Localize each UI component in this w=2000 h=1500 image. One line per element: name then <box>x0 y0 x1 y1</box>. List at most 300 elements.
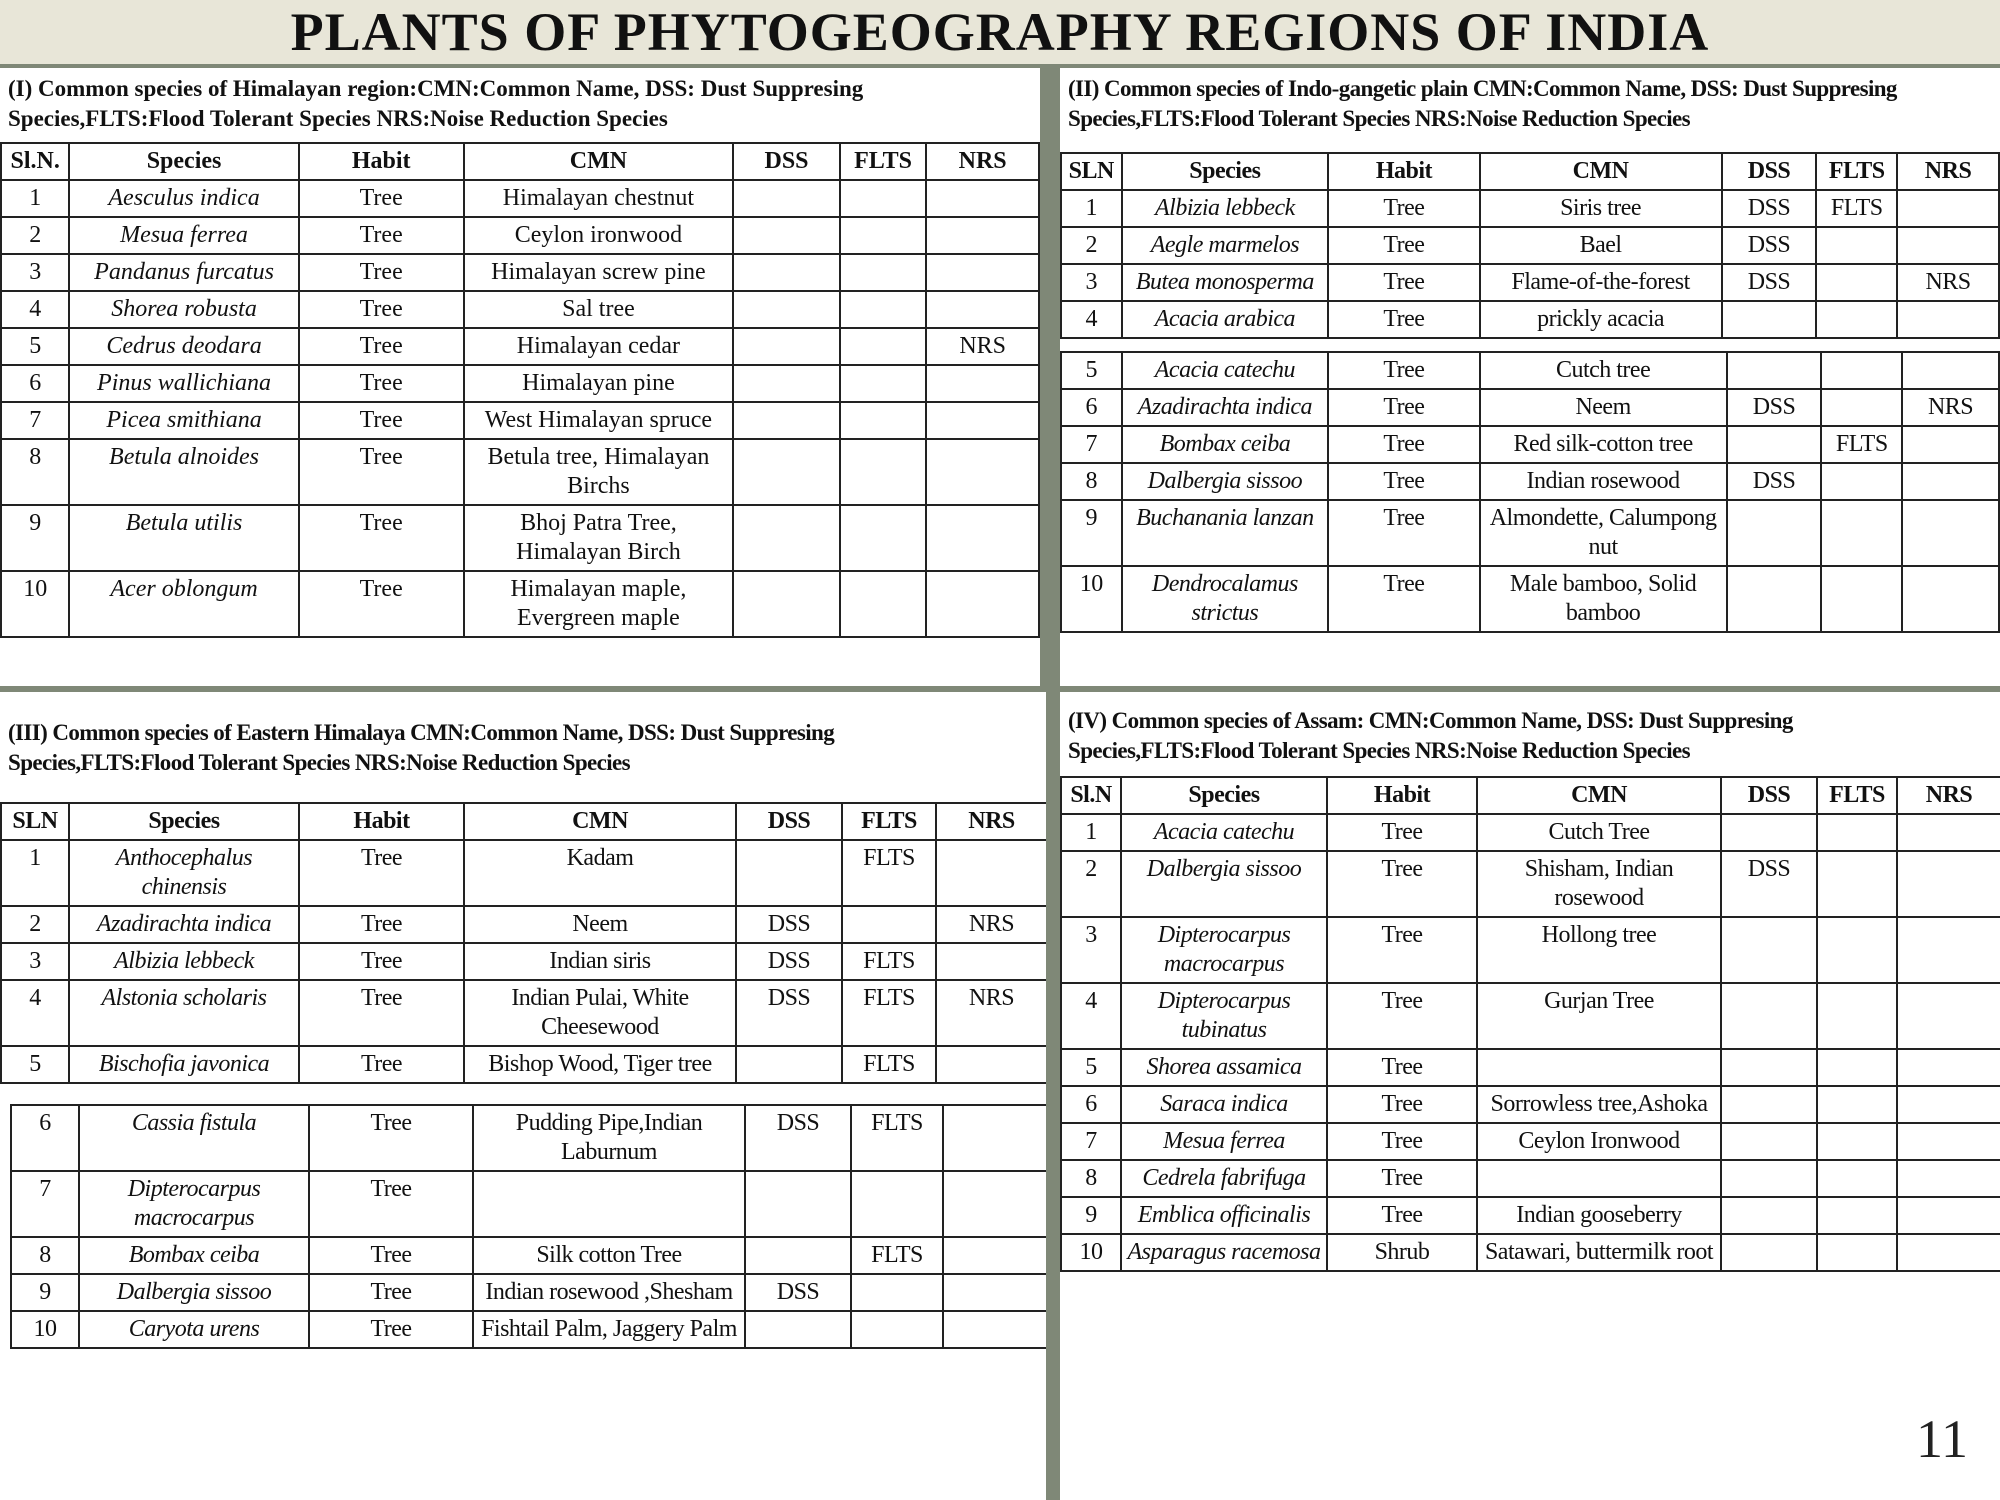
table-cell: 6 <box>1061 1086 1121 1123</box>
table-cell: DSS <box>736 943 842 980</box>
table-cell: Indian siris <box>464 943 736 980</box>
table-cell: 2 <box>1 906 69 943</box>
table-cell: 10 <box>1061 566 1122 632</box>
table-cell: 1 <box>1 180 69 217</box>
table-cell: Silk cotton Tree <box>473 1237 745 1274</box>
column-header: NRS <box>926 143 1039 180</box>
species-table <box>0 802 1046 1084</box>
table-cell: DSS <box>736 906 842 943</box>
table-cell: 5 <box>1 328 69 365</box>
table-cell <box>926 439 1039 505</box>
table-cell <box>840 505 927 571</box>
table-cell: Buchanania lanzan <box>1122 500 1329 566</box>
table-cell: Dendrocalamus strictus <box>1122 566 1329 632</box>
table-cell: Sal tree <box>464 291 734 328</box>
title-bar <box>0 0 2000 64</box>
species-table-continued <box>1060 351 2000 633</box>
table-cell: 10 <box>1 571 69 637</box>
caption-line: Species,FLTS:Flood Tolerant Species NRS:Noise Reduction Species <box>1068 738 1691 763</box>
column-header: Habit <box>1327 777 1477 814</box>
table-cell: Himalayan cedar <box>464 328 734 365</box>
column-header: SLN <box>1 803 69 840</box>
species-table <box>1060 776 2000 1272</box>
table-cell: Tree <box>299 505 464 571</box>
table-cell: 9 <box>1061 500 1122 566</box>
table-cell: DSS <box>736 980 842 1046</box>
table-row <box>1061 814 2000 851</box>
table-cell: Butea monosperma <box>1122 264 1329 301</box>
column-header: CMN <box>464 803 736 840</box>
table-cell <box>473 1171 745 1237</box>
table-cell: 4 <box>1 980 69 1046</box>
table-cell <box>1902 566 1999 632</box>
table-cell <box>1897 301 1999 338</box>
column-header: CMN <box>1480 153 1722 190</box>
table-cell: Tree <box>1328 227 1479 264</box>
table-cell: Tree <box>299 439 464 505</box>
table-row <box>1 254 1039 291</box>
table-cell: Betula alnoides <box>69 439 298 505</box>
table-cell: 7 <box>1 402 69 439</box>
table-row <box>1 328 1039 365</box>
table-cell: FLTS <box>842 840 936 906</box>
table-cell: Albizia lebbeck <box>1122 190 1329 227</box>
table-cell: Siris tree <box>1480 190 1722 227</box>
table-cell: 5 <box>1 1046 69 1083</box>
table-cell <box>745 1311 851 1348</box>
table-cell: DSS <box>745 1274 851 1311</box>
table-cell: Emblica officinalis <box>1121 1197 1327 1234</box>
table-cell: FLTS <box>851 1237 943 1274</box>
table-cell <box>733 571 840 637</box>
table-cell: Indian Pulai, White Cheesewood <box>464 980 736 1046</box>
table-cell: Tree <box>299 571 464 637</box>
table-cell: 8 <box>11 1237 79 1274</box>
table-cell <box>943 1237 1046 1274</box>
table-cell: 7 <box>1061 426 1122 463</box>
column-header: Habit <box>299 143 464 180</box>
table-cell <box>1902 500 1999 566</box>
table-cell <box>1821 389 1902 426</box>
table-cell: Flame-of-the-forest <box>1480 264 1722 301</box>
table-row <box>1061 1049 2000 1086</box>
table-cell: Tree <box>309 1237 473 1274</box>
table-cell: Tree <box>299 291 464 328</box>
table-cell <box>1817 983 1897 1049</box>
panel-himalayan <box>0 68 1040 686</box>
table-cell: Cedrela fabrifuga <box>1121 1160 1327 1197</box>
table-cell <box>936 840 1046 906</box>
table-cell <box>1721 1123 1817 1160</box>
table-cell: Alstonia scholaris <box>69 980 299 1046</box>
table-cell: Himalayan maple, Evergreen maple <box>464 571 734 637</box>
column-header: DSS <box>1722 153 1817 190</box>
table-cell: Himalayan pine <box>464 365 734 402</box>
table-cell: Indian gooseberry <box>1477 1197 1721 1234</box>
table-cell <box>745 1171 851 1237</box>
table-cell: Tree <box>1328 190 1479 227</box>
table-cell: Tree <box>1327 1160 1477 1197</box>
table-cell <box>1727 352 1822 389</box>
table-cell <box>736 840 842 906</box>
table-cell: 1 <box>1061 190 1122 227</box>
table-cell: DSS <box>1727 463 1822 500</box>
table-cell: Cutch tree <box>1480 352 1727 389</box>
header-row <box>1061 777 2000 814</box>
table-cell: Tree <box>309 1171 473 1237</box>
caption-line: (II) Common species of Indo-gangetic plain CMN:Common Name, DSS: Dust Suppresing <box>1068 76 1897 101</box>
table-cell: 7 <box>1061 1123 1121 1160</box>
table-cell <box>926 217 1039 254</box>
table-cell <box>926 505 1039 571</box>
table-cell <box>1721 917 1817 983</box>
table-cell <box>926 365 1039 402</box>
table-cell: Pudding Pipe,Indian Laburnum <box>473 1105 745 1171</box>
table-cell <box>842 906 936 943</box>
panel-caption <box>0 68 1040 142</box>
table-cell: Tree <box>1328 566 1479 632</box>
column-header: DSS <box>1721 777 1817 814</box>
table-cell: Tree <box>299 980 464 1046</box>
table-row <box>1 906 1046 943</box>
table-cell: NRS <box>926 328 1039 365</box>
table-cell: 9 <box>11 1274 79 1311</box>
table-cell: Neem <box>464 906 736 943</box>
table-cell <box>840 180 927 217</box>
table-cell: Tree <box>299 906 464 943</box>
table-cell: Tree <box>1328 463 1479 500</box>
table-cell: 8 <box>1 439 69 505</box>
species-table-continued <box>10 1104 1046 1349</box>
table-cell: DSS <box>1722 227 1817 264</box>
table-cell: DSS <box>1722 190 1817 227</box>
table-cell: Tree <box>1327 1197 1477 1234</box>
table-cell: Indian rosewood <box>1480 463 1727 500</box>
table-cell: DSS <box>745 1105 851 1171</box>
table-cell <box>1897 1197 2000 1234</box>
caption-line: (I) Common species of Himalayan region:CMN:Common Name, DSS: Dust Suppresing <box>8 76 864 101</box>
column-header: Species <box>69 803 299 840</box>
table-cell <box>851 1274 943 1311</box>
table-row <box>11 1237 1046 1274</box>
species-table <box>0 142 1040 638</box>
panel-indo-gangetic <box>1060 68 2000 686</box>
table-cell: Indian rosewood ,Shesham <box>473 1274 745 1311</box>
table-cell: 5 <box>1061 1049 1121 1086</box>
column-header: SLN <box>1061 153 1122 190</box>
table-cell <box>1721 983 1817 1049</box>
table-row <box>1061 983 2000 1049</box>
table-cell: 8 <box>1061 463 1122 500</box>
table-cell: 3 <box>1061 917 1121 983</box>
table-cell: 6 <box>1 365 69 402</box>
table-cell <box>840 439 927 505</box>
table-cell: Shrub <box>1327 1234 1477 1271</box>
table-cell <box>1477 1160 1721 1197</box>
table-row <box>1 365 1039 402</box>
table-cell <box>840 402 927 439</box>
table-cell <box>943 1274 1046 1311</box>
panel-eastern-himalaya <box>0 692 1046 1500</box>
table-cell: Tree <box>299 943 464 980</box>
table-cell <box>733 439 840 505</box>
table-cell: Albizia lebbeck <box>69 943 299 980</box>
table-cell <box>851 1311 943 1348</box>
panel-caption <box>1060 692 2000 776</box>
table-cell <box>926 254 1039 291</box>
caption-line: (III) Common species of Eastern Himalaya CMN:Common Name, DSS: Dust Suppresing <box>8 720 835 745</box>
table-cell: Kadam <box>464 840 736 906</box>
table-cell <box>1817 1123 1897 1160</box>
table-cell <box>745 1237 851 1274</box>
table-cell: West Himalayan spruce <box>464 402 734 439</box>
header-row <box>1061 153 1999 190</box>
table-cell: Saraca indica <box>1121 1086 1327 1123</box>
table-cell <box>1897 917 2000 983</box>
table-cell: 10 <box>1061 1234 1121 1271</box>
table-cell <box>1721 1086 1817 1123</box>
table-cell: FLTS <box>842 1046 936 1083</box>
table-row <box>1061 500 1999 566</box>
table-cell: DSS <box>1727 389 1822 426</box>
table-cell <box>926 291 1039 328</box>
table-cell <box>1897 1123 2000 1160</box>
page-number: 11 <box>1916 1409 1968 1469</box>
table-cell: 4 <box>1061 983 1121 1049</box>
table-cell <box>1816 301 1897 338</box>
table-row <box>1 217 1039 254</box>
table-cell <box>1897 851 2000 917</box>
table-cell: Tree <box>1327 917 1477 983</box>
table-cell: Pinus wallichiana <box>69 365 298 402</box>
table-cell: FLTS <box>842 943 936 980</box>
header-row <box>1 803 1046 840</box>
column-header: CMN <box>1477 777 1721 814</box>
table-cell: Tree <box>299 328 464 365</box>
table-cell: Tree <box>1327 1086 1477 1123</box>
page-title: PLANTS OF PHYTOGEOGRAPHY REGIONS OF INDIA <box>290 2 1710 62</box>
table-cell <box>1727 426 1822 463</box>
table-cell <box>1817 1234 1897 1271</box>
table-cell: Tree <box>309 1311 473 1348</box>
table-cell: 7 <box>11 1171 79 1237</box>
table-cell: Tree <box>1327 983 1477 1049</box>
table-cell: Bishop Wood, Tiger tree <box>464 1046 736 1083</box>
table-row <box>1061 190 1999 227</box>
table-cell: Cutch Tree <box>1477 814 1721 851</box>
table-cell: FLTS <box>842 980 936 1046</box>
table-cell: DSS <box>1722 264 1817 301</box>
table-cell <box>936 1046 1046 1083</box>
table-cell: Sorrowless tree,Ashoka <box>1477 1086 1721 1123</box>
column-header: Sl.N. <box>1 143 69 180</box>
table-row <box>1061 1197 2000 1234</box>
table-row <box>1061 851 2000 917</box>
column-header: NRS <box>936 803 1046 840</box>
table-row <box>1 505 1039 571</box>
table-cell: Acacia arabica <box>1122 301 1329 338</box>
table-cell: Asparagus racemosa <box>1121 1234 1327 1271</box>
table-cell <box>1897 227 1999 264</box>
table-cell: 6 <box>1061 389 1122 426</box>
table-cell <box>1817 917 1897 983</box>
column-header: FLTS <box>1816 153 1897 190</box>
table-cell <box>736 1046 842 1083</box>
table-cell: Tree <box>299 254 464 291</box>
table-cell: 9 <box>1 505 69 571</box>
table-cell: Tree <box>299 217 464 254</box>
table-row <box>1 439 1039 505</box>
table-cell <box>1816 264 1897 301</box>
panel-caption <box>1060 68 2000 152</box>
table-cell: Tree <box>309 1274 473 1311</box>
table-cell <box>1727 566 1822 632</box>
table-row <box>1061 1160 2000 1197</box>
table-cell: Dipterocarpus tubinatus <box>1121 983 1327 1049</box>
table-cell: Bombax ceiba <box>1122 426 1329 463</box>
table-row <box>1061 1086 2000 1123</box>
table-cell: Tree <box>299 840 464 906</box>
table-cell: Bhoj Patra Tree, Himalayan Birch <box>464 505 734 571</box>
table-cell <box>1817 851 1897 917</box>
table-cell: Ceylon ironwood <box>464 217 734 254</box>
table-cell <box>943 1171 1046 1237</box>
table-cell: Azadirachta indica <box>69 906 299 943</box>
column-header: DSS <box>736 803 842 840</box>
table-cell: Betula tree, Himalayan Birchs <box>464 439 734 505</box>
species-table <box>1060 152 2000 339</box>
table-cell <box>1727 500 1822 566</box>
table-cell: Mesua ferrea <box>1121 1123 1327 1160</box>
table-cell: Tree <box>1328 301 1479 338</box>
table-row <box>1061 264 1999 301</box>
table-row <box>1061 1234 2000 1271</box>
table-cell <box>840 254 927 291</box>
table-cell: 4 <box>1 291 69 328</box>
table-cell: NRS <box>1897 264 1999 301</box>
table-cell: 8 <box>1061 1160 1121 1197</box>
table-cell <box>1897 1234 2000 1271</box>
table-cell <box>851 1171 943 1237</box>
table-cell: Anthocephalus chinensis <box>69 840 299 906</box>
table-cell <box>733 365 840 402</box>
table-cell <box>1902 463 1999 500</box>
table-cell: Azadirachta indica <box>1122 389 1329 426</box>
table-cell: Male bamboo, Solid bamboo <box>1480 566 1727 632</box>
table-row <box>11 1171 1046 1237</box>
table-cell <box>733 402 840 439</box>
table-cell: Himalayan screw pine <box>464 254 734 291</box>
header-row <box>1 143 1039 180</box>
table-row <box>1061 227 1999 264</box>
table-cell <box>1897 814 2000 851</box>
table-cell: NRS <box>936 906 1046 943</box>
panel-caption <box>0 692 1046 802</box>
table-cell <box>1902 426 1999 463</box>
table-row <box>1 1046 1046 1083</box>
table-cell: Tree <box>1328 264 1479 301</box>
table-row <box>1061 301 1999 338</box>
table-cell: Shisham, Indian rosewood <box>1477 851 1721 917</box>
table-cell: DSS <box>1721 851 1817 917</box>
table-cell: Bael <box>1480 227 1722 264</box>
column-header: CMN <box>464 143 734 180</box>
table-cell: FLTS <box>851 1105 943 1171</box>
table-cell <box>1902 352 1999 389</box>
table-cell: 1 <box>1 840 69 906</box>
table-cell: Aesculus indica <box>69 180 298 217</box>
column-header: Habit <box>1328 153 1479 190</box>
table-cell <box>1821 566 1902 632</box>
table-cell: Tree <box>299 365 464 402</box>
table-cell <box>1897 1160 2000 1197</box>
table-cell: Acacia catechu <box>1122 352 1329 389</box>
table-cell <box>1817 1160 1897 1197</box>
table-cell: Cassia fistula <box>79 1105 309 1171</box>
table-cell: Fishtail Palm, Jaggery Palm <box>473 1311 745 1348</box>
table-cell: 6 <box>11 1105 79 1171</box>
table-cell: Mesua ferrea <box>69 217 298 254</box>
table-row <box>1 402 1039 439</box>
column-header: Species <box>1122 153 1329 190</box>
table-cell: 2 <box>1061 227 1122 264</box>
table-cell <box>840 365 927 402</box>
table-row <box>1061 426 1999 463</box>
table-cell: Dipterocarpus macrocarpus <box>79 1171 309 1237</box>
column-header: NRS <box>1897 777 2000 814</box>
table-cell <box>840 328 927 365</box>
table-row <box>1 980 1046 1046</box>
table-cell: Acacia catechu <box>1121 814 1327 851</box>
table-row <box>1061 1123 2000 1160</box>
table-cell <box>733 254 840 291</box>
table-cell: Tree <box>299 180 464 217</box>
table-cell <box>1816 227 1897 264</box>
table-cell: 1 <box>1061 814 1121 851</box>
table-cell: FLTS <box>1821 426 1902 463</box>
table-cell: Satawari, buttermilk root <box>1477 1234 1721 1271</box>
table-cell: Betula utilis <box>69 505 298 571</box>
table-cell: 5 <box>1061 352 1122 389</box>
table-cell: Tree <box>1327 1049 1477 1086</box>
table-cell: Tree <box>309 1105 473 1171</box>
table-cell <box>1897 1086 2000 1123</box>
table-cell: 3 <box>1 943 69 980</box>
table-cell <box>733 505 840 571</box>
column-header: NRS <box>1897 153 1999 190</box>
table-cell: Bombax ceiba <box>79 1237 309 1274</box>
table-cell <box>926 180 1039 217</box>
table-cell: Pandanus furcatus <box>69 254 298 291</box>
table-cell: 9 <box>1061 1197 1121 1234</box>
table-cell <box>1721 814 1817 851</box>
table-row <box>1 943 1046 980</box>
table-cell <box>840 217 927 254</box>
table-cell: 2 <box>1 217 69 254</box>
table-cell: FLTS <box>1816 190 1897 227</box>
caption-line: Species,FLTS:Flood Tolerant Species NRS:Noise Reduction Species <box>8 106 668 131</box>
column-header: Sl.N <box>1061 777 1121 814</box>
table-cell <box>1817 1086 1897 1123</box>
table-cell: Shorea robusta <box>69 291 298 328</box>
table-cell: 2 <box>1061 851 1121 917</box>
table-cell <box>1721 1197 1817 1234</box>
table-cell: Tree <box>1327 814 1477 851</box>
table-cell: Dalbergia sissoo <box>1121 851 1327 917</box>
table-cell <box>1821 352 1902 389</box>
column-header: FLTS <box>1817 777 1897 814</box>
table-cell <box>1721 1049 1817 1086</box>
